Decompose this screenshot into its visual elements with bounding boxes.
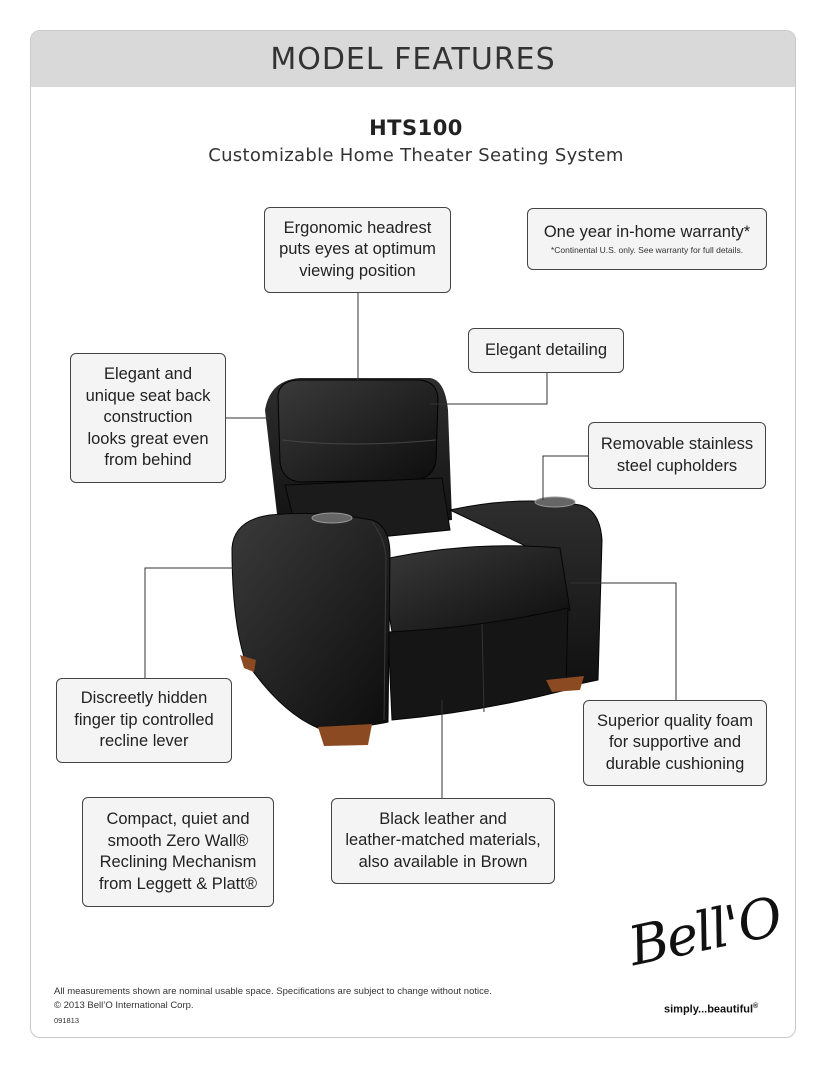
callout-lever: Discreetly hidden finger tip controlled recline lever [56, 678, 232, 763]
headrest [278, 380, 438, 482]
callout-seatback: Elegant and unique seat back construction looks great even from behind [70, 353, 226, 483]
callout-foam: Superior quality foam for supportive and durable cushioning [583, 700, 767, 786]
callout-mechanism: Compact, quiet and smooth Zero Wall® Reclining Mechanism from Leggett & Platt® [82, 797, 274, 907]
footer-copyright: © 2013 Bell’O International Corp. [54, 1000, 194, 1011]
front-left-foot [318, 724, 372, 746]
footer-disclaimer: All measurements shown are nominal usable space. Specifications are subject to change without notice. [54, 986, 492, 997]
footer-code: 091813 [54, 1016, 80, 1025]
brand-tagline: simply...beautiful® [664, 1003, 759, 1016]
right-cupholder [535, 497, 575, 507]
warranty-note: *Continental U.S. only. See warranty for full details. [550, 244, 744, 255]
product-subtitle: Customizable Home Theater Seating System [208, 145, 624, 166]
model-number: HTS100 [369, 116, 463, 140]
left-cupholder [312, 513, 352, 523]
callout-leather: Black leather and leather-matched materials, also available in Brown [331, 798, 555, 884]
callout-detailing: Elegant detailing [468, 328, 624, 373]
left-arm [232, 513, 390, 728]
callout-cupholders: Removable stainless steel cupholders [588, 422, 766, 489]
page-title: MODEL FEATURES [270, 41, 556, 77]
brand-logo: Bell'O [623, 884, 787, 979]
callout-headrest: Ergonomic headrest puts eyes at optimum viewing position [264, 207, 451, 293]
callout-warranty: One year in-home warranty* *Continental U.S. only. See warranty for full details. [527, 208, 767, 270]
